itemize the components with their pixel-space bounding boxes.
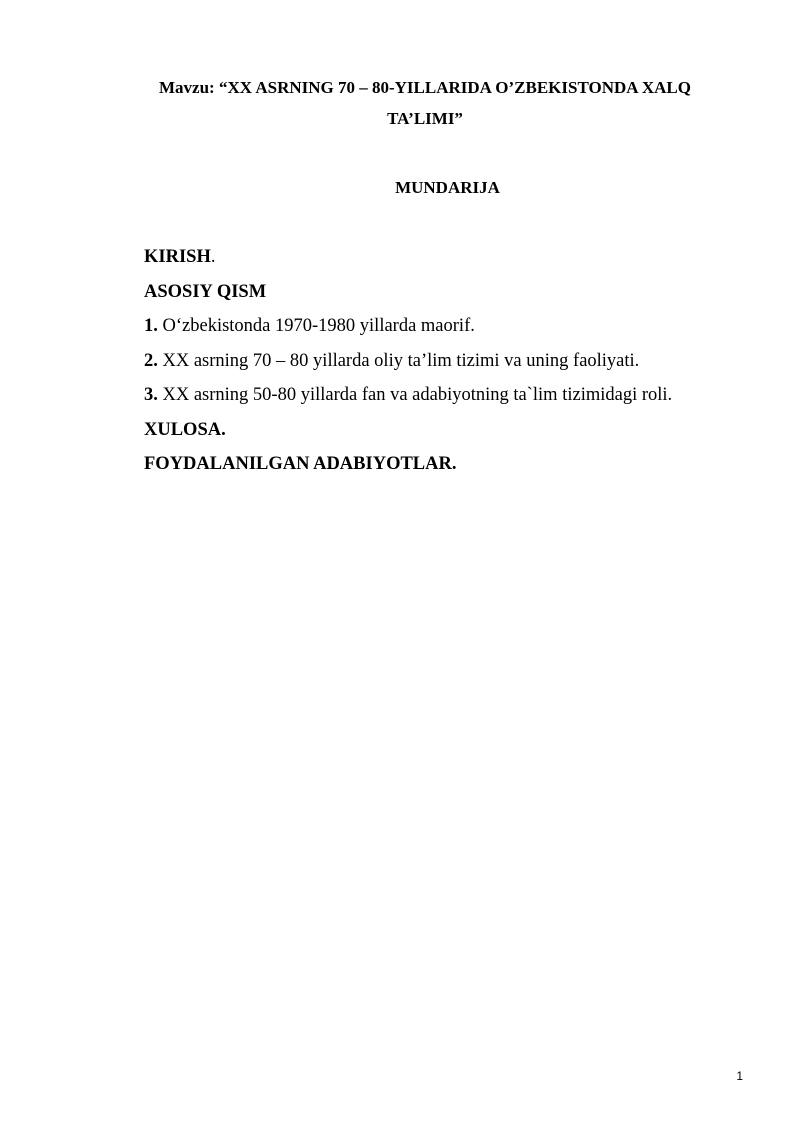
toc-item-number: 2. [144, 350, 158, 371]
document-title [100, 72, 750, 134]
table-of-contents [144, 243, 784, 485]
toc-item-text: XX asrning 50-80 yillarda fan va adabiyotning ta`lim tizimidagi roli. [157, 385, 673, 405]
page-number: 1 [736, 1069, 743, 1083]
title-line-1: Mavzu: “XX ASRNING 70 – 80-YILLARIDA O’ZBEKISTONDA XALQ [159, 78, 691, 97]
toc-heading: MUNDARIJA [395, 178, 500, 197]
toc-item-text: XX asrning 70 – 80 yillarda oliy ta’lim tizimi va uning faoliyati. [157, 350, 640, 371]
toc-entry-item-3 [144, 381, 784, 416]
toc-entry-main-part: ASOSIY QISM [144, 281, 267, 302]
toc-entry-item-1 [144, 312, 784, 347]
toc-entry-intro [144, 243, 784, 278]
toc-entry-conclusion: XULOSA. [144, 419, 226, 440]
toc-intro-label: KIRISH [144, 247, 211, 267]
toc-item-number: 1. [144, 316, 158, 336]
toc-entry-references: FOYDALANILGAN ADABIYOTLAR. [144, 454, 457, 474]
title-line-2: TA’LIMI” [387, 109, 463, 128]
toc-item-number: 3. [144, 385, 158, 405]
toc-item-text: O‘zbekistonda 1970-1980 yillarda maorif. [157, 316, 475, 336]
toc-entry-item-2 [144, 347, 784, 382]
toc-intro-punct: . [210, 247, 216, 267]
